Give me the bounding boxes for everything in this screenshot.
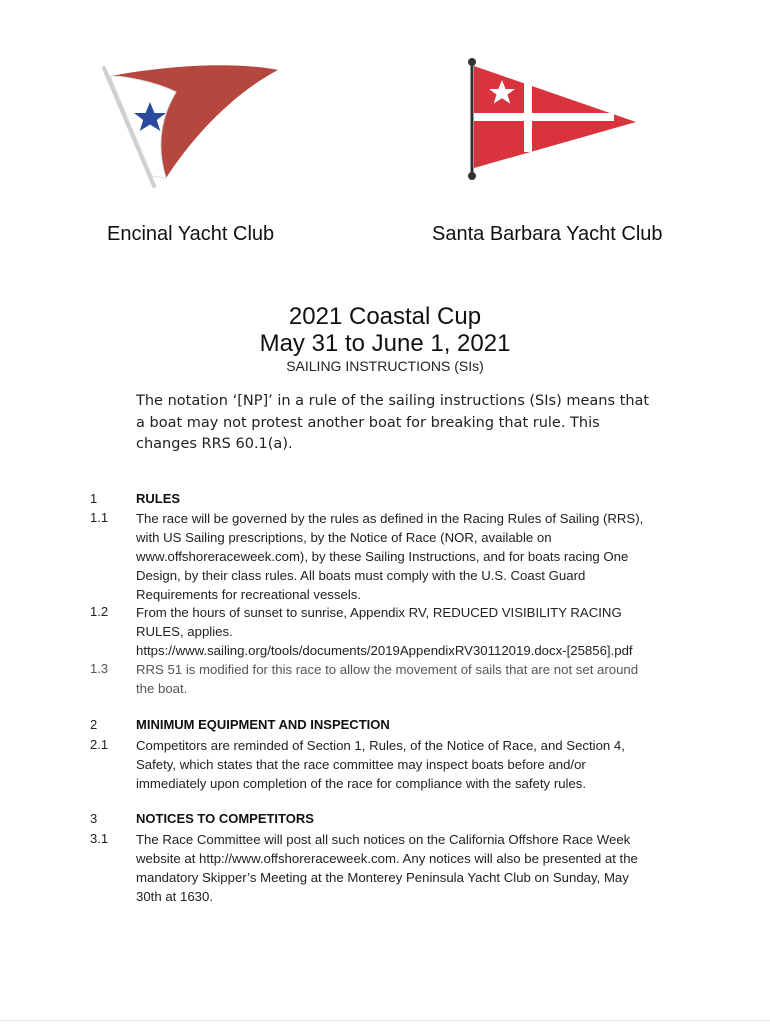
item-line: www.offshoreraceweek.com), by these Sailing Instructions, and for boats racing One xyxy=(136,549,629,564)
notation-line: changes RRS 60.1(a). xyxy=(136,436,293,452)
section-number: 3 xyxy=(90,811,98,826)
item-text xyxy=(136,736,681,793)
notation-line: a boat may not protest another boat for breaking that rule. This xyxy=(136,414,600,431)
notation-paragraph xyxy=(136,391,696,456)
item-line: RRS 51 is modified for this race to allow the movement of sails that are not set around xyxy=(136,662,639,677)
santa-barbara-club-name: Santa Barbara Yacht Club xyxy=(432,223,663,245)
staff-bottom-knob xyxy=(468,172,476,180)
item-line: the boat. xyxy=(136,681,188,696)
encinal-yacht-club-burgee xyxy=(96,62,286,192)
item-line: Design, by their class rules. All boats must comply with the U.S. Coast Guard xyxy=(136,568,586,583)
item-line: Safety, which states that the race committee may inspect boats before and/or xyxy=(136,757,586,772)
document-title: 2021 Coastal Cup xyxy=(288,303,482,330)
item-line: mandatory Skipper’s Meeting at the Monterey Peninsula Yacht Club on Sunday, May xyxy=(136,870,629,885)
item-line: RULES, applies. xyxy=(136,624,233,639)
item-number: 1.1 xyxy=(90,510,109,525)
cross-horizontal-bar xyxy=(474,113,614,121)
section-number: 2 xyxy=(90,717,98,732)
item-number: 1.3 xyxy=(90,661,109,676)
item-line: 30th at 1630. xyxy=(136,889,213,904)
staff-top-knob xyxy=(468,58,476,66)
item-line: website at http://www.offshoreraceweek.com. Any notices will also be presented at the xyxy=(136,851,638,866)
section-heading: RULES xyxy=(136,491,181,506)
item-line: with US Sailing prescriptions, by the Notice of Race (NOR, available on xyxy=(136,530,552,545)
item-text xyxy=(136,603,681,660)
section-heading: MINIMUM EQUIPMENT AND INSPECTION xyxy=(136,717,390,732)
item-text xyxy=(136,509,681,604)
item-line: immediately upon completion of the race for compliance with the safety rules. xyxy=(136,776,587,791)
event-dates: May 31 to June 1, 2021 xyxy=(259,330,511,357)
item-text xyxy=(136,660,681,698)
item-line: The Race Committee will post all such notices on the California Offshore Race Week xyxy=(136,832,631,847)
page-bottom-divider xyxy=(0,1020,770,1021)
item-line: The race will be governed by the rules as defined in the Racing Rules of Sailing (RRS), xyxy=(136,511,644,526)
section-heading: NOTICES TO COMPETITORS xyxy=(136,811,314,826)
item-text xyxy=(136,830,681,906)
item-line: https://www.sailing.org/tools/documents/2019AppendixRV30112019.docx-[25856].pdf xyxy=(136,643,633,658)
item-line: From the hours of sunset to sunrise, Appendix RV, REDUCED VISIBILITY RACING xyxy=(136,605,622,620)
item-number: 3.1 xyxy=(90,831,109,846)
item-line: Competitors are reminded of Section 1, Rules, of the Notice of Race, and Section 4, xyxy=(136,738,625,753)
section-number: 1 xyxy=(90,491,98,506)
notation-line: The notation ‘[NP]’ in a rule of the sailing instructions (SIs) means that xyxy=(136,393,650,409)
item-line: Requirements for recreational vessels. xyxy=(136,587,362,602)
document-subtitle: SAILING INSTRUCTIONS (SIs) xyxy=(286,358,484,374)
item-number: 2.1 xyxy=(90,737,109,752)
santa-barbara-yacht-club-burgee xyxy=(462,56,642,184)
encinal-club-name: Encinal Yacht Club xyxy=(107,223,275,245)
item-number: 1.2 xyxy=(90,604,109,619)
